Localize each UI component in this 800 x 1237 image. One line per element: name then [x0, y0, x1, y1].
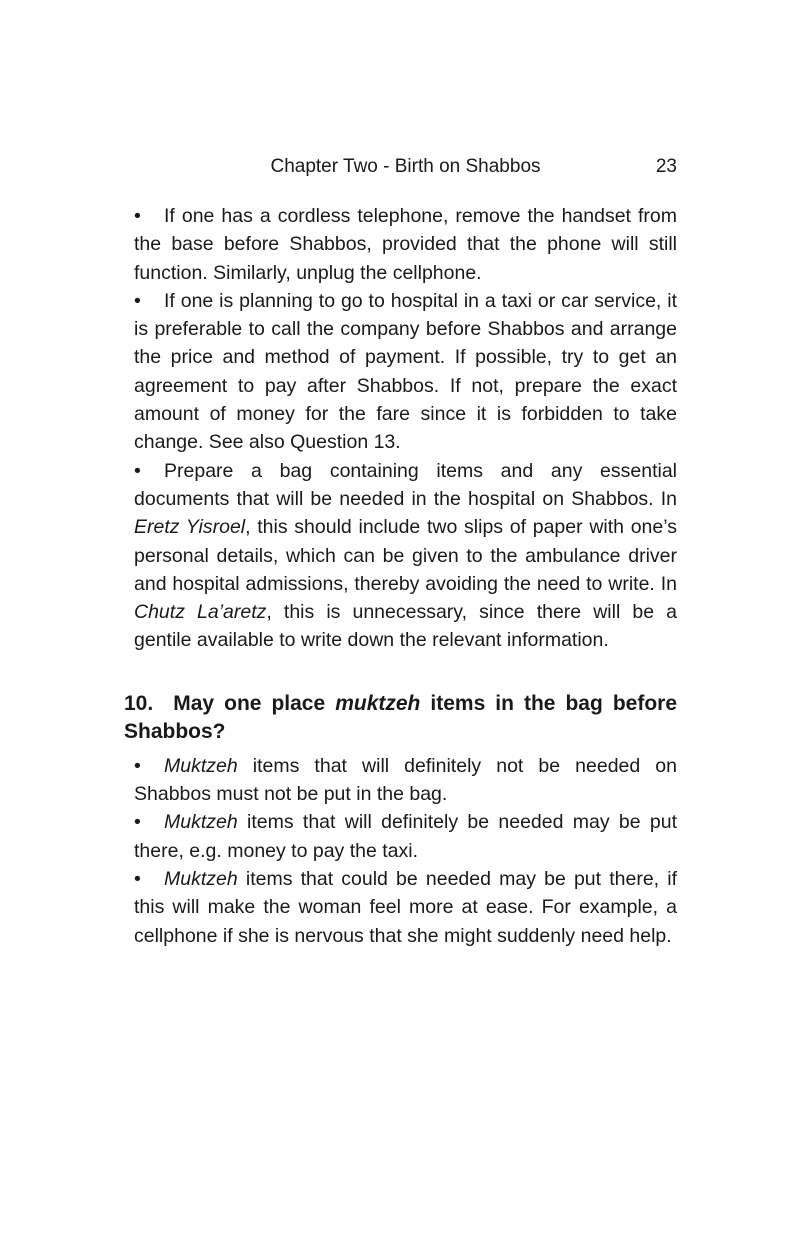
question-number: 10.: [124, 691, 154, 715]
bullet-paragraph: [134, 287, 677, 457]
bullet-icon: •: [134, 811, 141, 834]
italic-term: muktzeh: [335, 691, 421, 715]
question-heading: [124, 690, 677, 746]
bullet-icon: •: [134, 867, 141, 890]
italic-term: Eretz Yisroel: [134, 516, 246, 539]
paragraph-text: items that will definitely be needed may be put there, e.g. money to pay the taxi.: [134, 811, 677, 862]
paragraph-text: items that will definitely not be needed on Shabbos must not be put in the bag.: [134, 754, 677, 806]
paragraph-text: If one is planning to go to hospital in a taxi or car service, it is preferable to call the company before Shabbos and arrange the price and method of payment. If possible, try to get an agreement to pay after Shabbos. If not, prepare the exact amount of money for the fare since it is forbidden to take change. See also Question 13.: [134, 289, 677, 454]
paragraph-text: Prepare a bag containing items and any essential documents that will be needed in the hospital on Shabbos. In: [134, 459, 677, 510]
question-text: May one place: [173, 691, 336, 715]
bullet-paragraph: [134, 202, 677, 287]
question-text: items in the bag before Shabbos?: [124, 691, 678, 743]
italic-term: Muktzeh: [164, 811, 238, 834]
bullet-paragraph: [134, 752, 677, 809]
paragraph-text: If one has a cordless telephone, remove the handset from the base before Shabbos, provided that the phone will still function. Similarly, unplug the cellphone.: [134, 205, 677, 284]
running-head: [134, 154, 677, 180]
page-number: 23: [655, 156, 677, 177]
chapter-title: Chapter Two - Birth on Shabbos: [270, 156, 541, 177]
bullet-paragraph: [134, 457, 677, 655]
italic-term: Muktzeh: [164, 754, 238, 777]
italic-term: Chutz La’aretz: [134, 601, 267, 624]
paragraph-text: , this should include two slips of paper with one’s personal details, which can be given to the ambulance driver and hospital admissions, thereby avoiding the need to write. In: [134, 516, 677, 595]
bullet-paragraph: [134, 808, 677, 865]
page-body: [124, 202, 678, 950]
bullet-icon: •: [134, 205, 141, 227]
bullet-icon: •: [134, 459, 141, 482]
italic-term: Muktzeh: [164, 867, 238, 890]
bullet-icon: •: [134, 754, 141, 777]
paragraph-text: items that could be needed may be put there, if this will make the woman feel more at ease. For example, a cellphone if she is nervous that she might suddenly need help.: [134, 867, 677, 947]
bullet-paragraph: [134, 865, 677, 950]
paragraph-text: , this is unnecessary, since there will be a gentile available to write down the relevant information.: [134, 601, 678, 652]
bullet-icon: •: [134, 289, 141, 312]
